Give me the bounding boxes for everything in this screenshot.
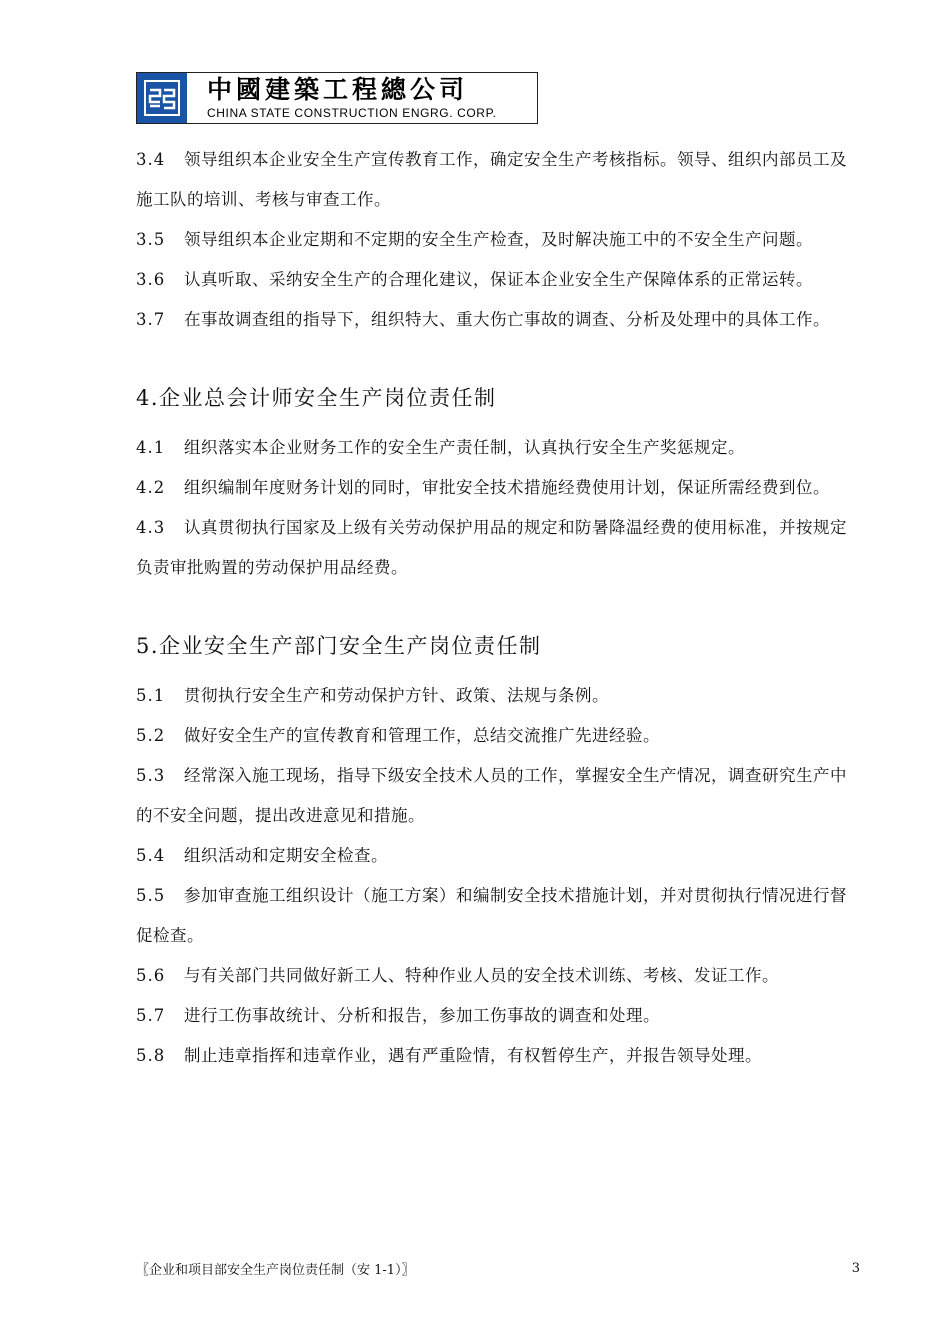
clause-5-7 (136, 996, 861, 1036)
clause-text: 做好安全生产的宣传教育和管理工作，总结交流推广先进经验。 (184, 726, 660, 745)
clause-number: 4.1 (136, 438, 166, 457)
clause-5-4 (136, 836, 861, 876)
clause-text: 与有关部门共同做好新工人、特种作业人员的安全技术训练、考核、发证工作。 (184, 966, 779, 985)
clause-text: 组织活动和定期安全检查。 (184, 846, 388, 865)
clause-3-6 (136, 260, 861, 300)
clause-text: 在事故调查组的指导下，组织特大、重大伤亡事故的调查、分析及处理中的具体工作。 (184, 310, 830, 329)
clause-number: 4.2 (136, 478, 166, 497)
company-letterhead (136, 72, 538, 124)
clause-4-1 (136, 428, 861, 468)
company-name-cn: 中國建築工程總公司 (207, 75, 469, 104)
clause-number: 5.6 (136, 966, 166, 985)
clause-3-5 (136, 220, 861, 260)
section-4-heading: 4.企业总会计师安全生产岗位责任制 (136, 386, 497, 410)
clause-number: 5.7 (136, 1006, 166, 1025)
clause-5-1 (136, 676, 861, 716)
clause-text: 制止违章指挥和违章作业，遇有严重险情，有权暂停生产，并报告领导处理。 (184, 1046, 762, 1065)
clause-5-2 (136, 716, 861, 756)
clause-number: 3.6 (136, 270, 166, 289)
clause-3-7 (136, 300, 861, 340)
clause-text: 领导组织本企业定期和不定期的安全生产检查，及时解决施工中的不安全生产问题。 (184, 230, 813, 249)
clause-text: 组织编制年度财务计划的同时，审批安全技术措施经费使用计划，保证所需经费到位。 (184, 478, 830, 497)
clause-5-8 (136, 1036, 861, 1076)
clause-text: 贯彻执行安全生产和劳动保护方针、政策、法规与条例。 (184, 686, 609, 705)
cscec-logo-icon (137, 73, 187, 123)
clause-number: 5.8 (136, 1046, 166, 1065)
page-number: 3 (851, 1260, 860, 1276)
clause-text: 领导组织本企业安全生产宣传教育工作，确定安全生产考核指标。领导、组织内部员工及施工队的培训、考核与审查工作。 (136, 150, 847, 209)
clause-text: 认真贯彻执行国家及上级有关劳动保护用品的规定和防暑降温经费的使用标准，并按规定负责审批购置的劳动保护用品经费。 (136, 518, 847, 577)
company-name-block (187, 73, 537, 123)
clause-text: 经常深入施工现场，指导下级安全技术人员的工作，掌握安全生产情况，调查研究生产中的不安全问题，提出改进意见和措施。 (136, 766, 847, 825)
clause-4-3 (136, 508, 861, 588)
company-name-en: CHINA STATE CONSTRUCTION ENGRG. CORP. (207, 106, 497, 120)
clause-4-2 (136, 468, 861, 508)
clause-number: 5.5 (136, 886, 166, 905)
footer-document-title: 〖企业和项目部安全生产岗位责任制（安 1-1）〗 (136, 1262, 415, 1278)
clause-number: 5.1 (136, 686, 166, 705)
clause-5-3 (136, 756, 861, 836)
clause-3-4 (136, 140, 861, 220)
clause-text: 组织落实本企业财务工作的安全生产责任制，认真执行安全生产奖惩规定。 (184, 438, 745, 457)
clause-text: 认真听取、采纳安全生产的合理化建议，保证本企业安全生产保障体系的正常运转。 (184, 270, 813, 289)
clause-5-5 (136, 876, 861, 956)
clause-5-6 (136, 956, 861, 996)
clause-text: 参加审查施工组织设计（施工方案）和编制安全技术措施计划，并对贯彻执行情况进行督促检查。 (136, 886, 847, 945)
document-body (136, 140, 861, 1076)
clause-number: 3.4 (136, 150, 166, 169)
clause-text: 进行工伤事故统计、分析和报告，参加工伤事故的调查和处理。 (184, 1006, 660, 1025)
clause-number: 4.3 (136, 518, 166, 537)
clause-number: 5.2 (136, 726, 166, 745)
page-footer (136, 1256, 860, 1280)
clause-number: 3.7 (136, 310, 166, 329)
clause-number: 5.3 (136, 766, 166, 785)
section-5-heading: 5.企业安全生产部门安全生产岗位责任制 (136, 634, 542, 658)
clause-number: 3.5 (136, 230, 166, 249)
clause-number: 5.4 (136, 846, 166, 865)
